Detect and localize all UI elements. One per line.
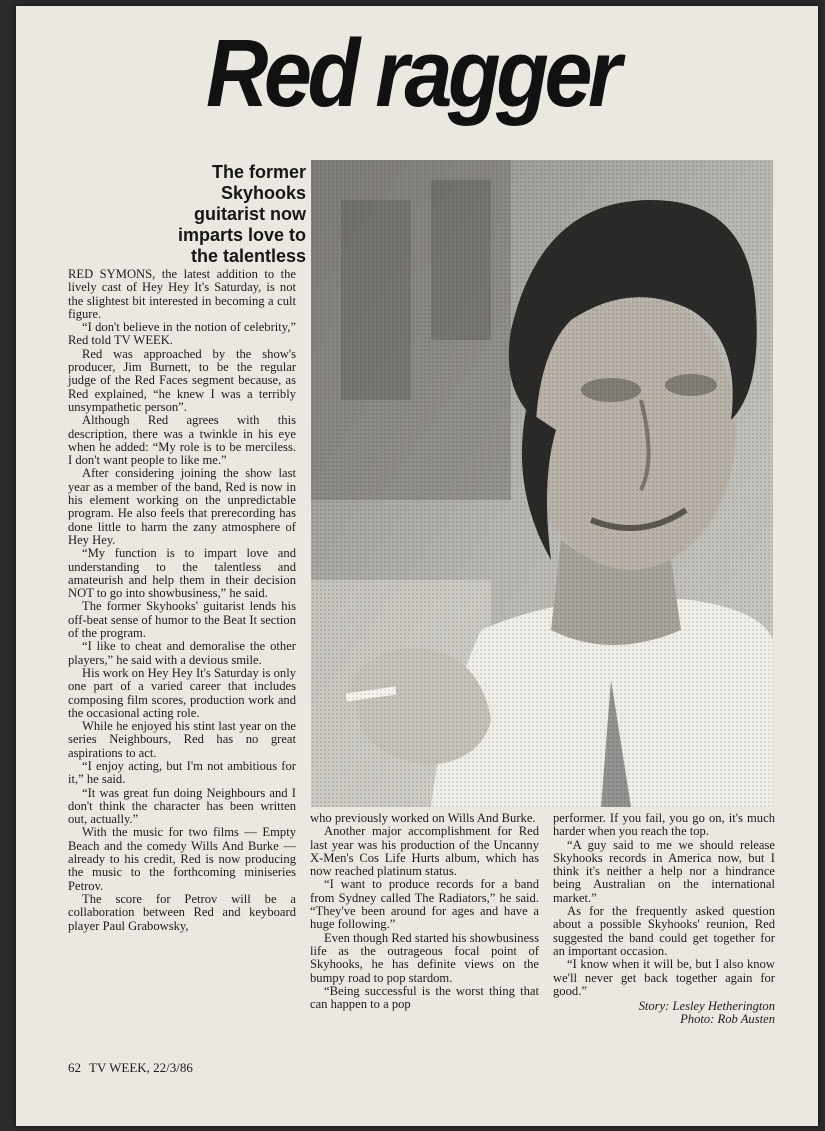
paragraph: Even though Red started his showbusiness life as the outrageous focal point of Skyhooks, he has definite views on the bumpy road to pop stardom. xyxy=(310,930,539,985)
paragraph: “I enjoy acting, but I'm not ambitious for it,” he said. xyxy=(68,758,296,787)
paragraph: Although Red agrees with this description, there was a twinkle in his eye when he added: “My role is to be merciless. I don't want people to like me.” xyxy=(68,413,296,468)
magazine-page xyxy=(16,6,818,1126)
paragraph: With the music for two films — Empty Beach and the comedy Wills And Burke — already to his credit, Red is now producing the music to the forthcoming miniseries Petrov. xyxy=(68,825,296,893)
paragraph: The former Skyhooks' guitarist lends his off-beat sense of humor to the Beat It section of the program. xyxy=(68,599,296,641)
paragraph: “A guy said to me we should release Skyhooks records in America now, but I think it's neither a help nor a hindrance being Australian on the international market.” xyxy=(553,837,775,905)
paragraph: “I know when it will be, but I also know we'll never get back together again for good.” xyxy=(553,957,775,998)
paragraph: After considering joining the show last year as a member of the band, Red is now in his element working on the unpredictable program. He also feels that prerecording has done little to harm the zany atmosphere of Hey Hey. xyxy=(68,466,296,547)
paragraph: Red was approached by the show's producer, Jim Burnett, to be the regular judge of the Red Faces segment because, as Red explained, “he knew I was a terribly unsympathetic person”. xyxy=(68,346,296,414)
page-number: 62 xyxy=(68,1060,81,1075)
paragraph: “My function is to impart love and understanding to the talentless and amateurish and help them in their decision NOT to go into showbusiness,” he said. xyxy=(68,546,296,601)
paragraph: “Being successful is the worst thing that can happen to a pop xyxy=(310,983,539,1012)
portrait-illustration xyxy=(311,160,773,807)
paragraph: “I want to produce records for a band from Sydney called The Radiators,” he said. “They've been around for ages and have a huge following.” xyxy=(310,877,539,932)
issue-date: TV WEEK, 22/3/86 xyxy=(89,1060,193,1075)
paragraph: performer. If you fail, you go on, it's much harder when you reach the top. xyxy=(553,811,775,839)
article-column-2 xyxy=(310,812,539,1011)
paragraph: “I like to cheat and demoralise the other players,” he said with a devious smile. xyxy=(68,639,296,667)
standfirst: The former Skyhooks guitarist now imparts love to the talentless xyxy=(177,162,306,266)
story-credit: Story: Lesley Hetherington xyxy=(638,999,775,1014)
credits xyxy=(553,1000,775,1027)
photo-credit: Photo: Rob Austen xyxy=(680,1012,775,1027)
page-footer xyxy=(68,1060,201,1076)
paragraph: “It was great fun doing Neighbours and I don't think the character has been written out, actually.” xyxy=(68,785,296,827)
article-column-1 xyxy=(68,268,296,933)
paragraph: “I don't believe in the notion of celebrity,” Red told TV WEEK. xyxy=(68,320,296,348)
portrait-photo xyxy=(311,160,773,807)
paragraph: While he enjoyed his stint last year on the series Neighbours, Red has no great aspirations to act. xyxy=(68,719,296,760)
paragraph: RED SYMONS, the latest addition to the lively cast of Hey Hey It's Saturday, is not the slightest bit interested in becoming a cult figure. xyxy=(68,267,296,321)
paragraph: The score for Petrov will be a collaboration between Red and keyboard player Paul Grabowsky, xyxy=(68,891,296,933)
paragraph: who previously worked on Wills And Burke. xyxy=(310,811,536,825)
paragraph: His work on Hey Hey It's Saturday is only one part of a varied career that includes composing film scores, production work and the occasional acting role. xyxy=(68,665,296,720)
paragraph: Another major accomplishment for Red last year was his production of the Uncanny X-Men's Cos Life Hurts album, which has now reached platinum status. xyxy=(310,824,539,879)
headline: Red ragger xyxy=(206,20,618,127)
paragraph: As for the frequently asked question about a possible Skyhooks' reunion, Red suggested the band could get together for an important occasion. xyxy=(553,904,775,958)
article-column-3 xyxy=(553,812,775,1027)
